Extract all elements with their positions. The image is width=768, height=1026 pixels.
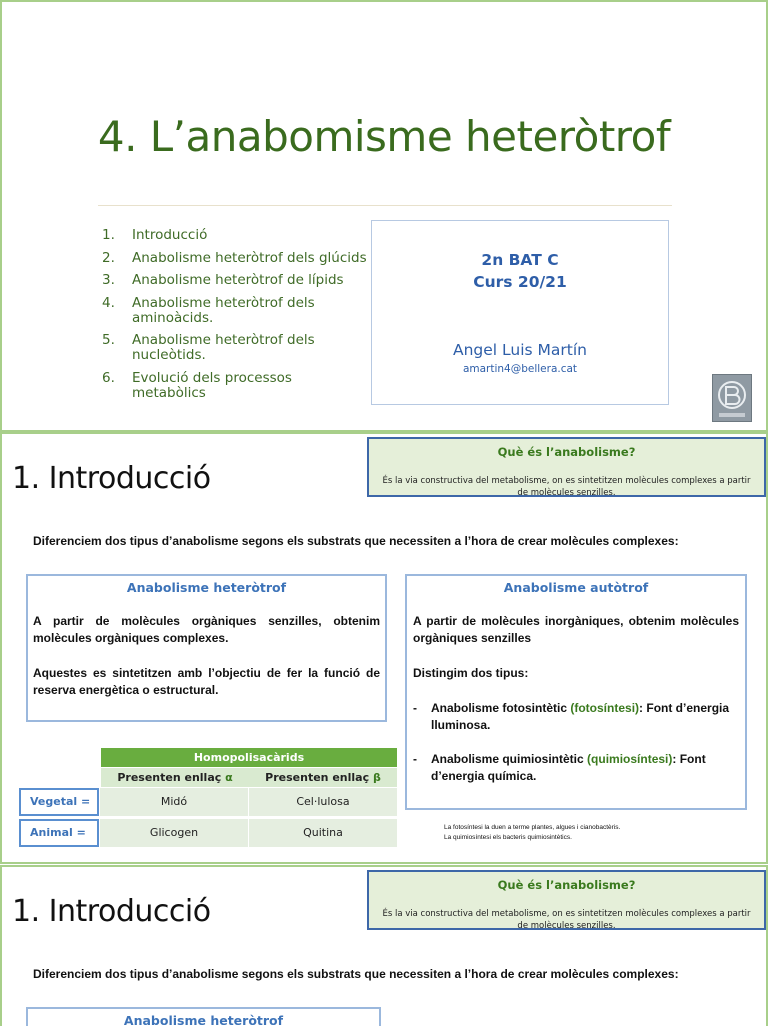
card-title: Anabolisme autòtrof xyxy=(503,580,649,595)
table-row xyxy=(19,788,397,816)
lead-text: Diferenciem dos tipus d’anabolisme segons els substrats que necessiten a l’hora de crear molècules complexes: xyxy=(33,967,679,981)
card-title: Anabolisme heteròtrof xyxy=(126,580,287,595)
autotrophic-card xyxy=(405,574,747,810)
card-paragraph: A partir de molècules orgàniques senzilles, obtenim molècules orgàniques complexes. xyxy=(33,614,380,645)
slide-introduction-repeat xyxy=(0,865,768,1026)
lead-text: Diferenciem dos tipus d’anabolisme segons els substrats que necessiten a l’hora de crear molècules complexes: xyxy=(33,534,679,548)
toc-item: 5. Anabolisme heteròtrof dels nucleòtids. xyxy=(102,332,315,363)
author-email: amartin4@bellera.cat xyxy=(462,363,578,375)
toc-item: 6. Evolució dels processos metabòlics xyxy=(102,369,292,401)
slide-introduction xyxy=(0,432,768,864)
toc-item: 3. Anabolisme heteròtrof de lípids xyxy=(102,272,344,288)
card-paragraph: Aquestes es sintetitzen amb l’objectiu de fer la funció de reserva energètica o estructural. xyxy=(33,666,380,697)
slide-heading: 1. Introducció xyxy=(12,894,211,929)
slide-title-heading: 4. L’anabomisme heteròtrof xyxy=(97,112,671,161)
anabolism-types-list xyxy=(413,700,739,785)
card-title: Anabolisme heteròtrof xyxy=(123,1013,284,1026)
school-logo-icon xyxy=(712,374,752,422)
definition-title: Què és l’anabolisme? xyxy=(497,878,636,892)
table-row xyxy=(19,819,397,847)
definition-text: És la via constructiva del metabolisme, on es sintetitzen molècules complexes a partir de molècules senzilles. xyxy=(382,476,751,498)
table-cell: Quitina xyxy=(248,819,397,847)
toc-item: 2. Anabolisme heteròtrof dels glúcids xyxy=(102,249,367,266)
author-name: Angel Luis Martín xyxy=(453,341,587,359)
heterotrophic-card xyxy=(26,574,387,722)
column-header: Presenten enllaç β xyxy=(265,771,381,784)
footnote: La fotosíntesi la duen a terme plantes, algues i cianobactèris. La quimiosíntesi els bacteris quimiosintètics. xyxy=(444,824,621,841)
course-info-box xyxy=(371,220,669,405)
definition-title: Què és l’anabolisme? xyxy=(497,445,636,459)
table-subheader xyxy=(101,768,397,787)
card-paragraph: Distingim dos tipus: xyxy=(413,666,529,680)
row-label: Vegetal = xyxy=(19,788,99,816)
definition-box xyxy=(367,437,766,497)
slide-heading: 1. Introducció xyxy=(12,461,211,496)
table-of-contents xyxy=(102,228,367,408)
table-header: Homopolisacàrids xyxy=(101,748,397,767)
course-label: 2n BAT C Curs 20/21 xyxy=(473,251,567,291)
title-divider xyxy=(98,205,672,206)
table-cell: Midó xyxy=(99,788,248,816)
slide-title xyxy=(0,0,768,432)
card-paragraph: A partir de molècules inorgàniques, obtenim molècules orgàniques senzilles xyxy=(413,614,739,645)
row-label: Animal = xyxy=(19,819,99,847)
toc-item: 1. Introducció xyxy=(102,227,208,243)
list-item: - Anabolisme fotosintètic (fotosíntesi): Font d’energia lluminosa. xyxy=(413,701,730,732)
definition-box xyxy=(367,870,766,930)
list-item: - Anabolisme quimiosintètic (quimiosíntesi): Font d’energia química. xyxy=(413,752,706,783)
heterotrophic-card xyxy=(26,1007,381,1026)
column-header: Presenten enllaç α xyxy=(117,771,233,784)
definition-text: És la via constructiva del metabolisme, on es sintetitzen molècules complexes a partir de molècules senzilles. xyxy=(382,909,751,931)
toc-item: 4. Anabolisme heteròtrof dels aminoàcids. xyxy=(102,294,315,326)
table-cell: Cel·lulosa xyxy=(248,788,397,816)
table-cell: Glicogen xyxy=(99,819,248,847)
